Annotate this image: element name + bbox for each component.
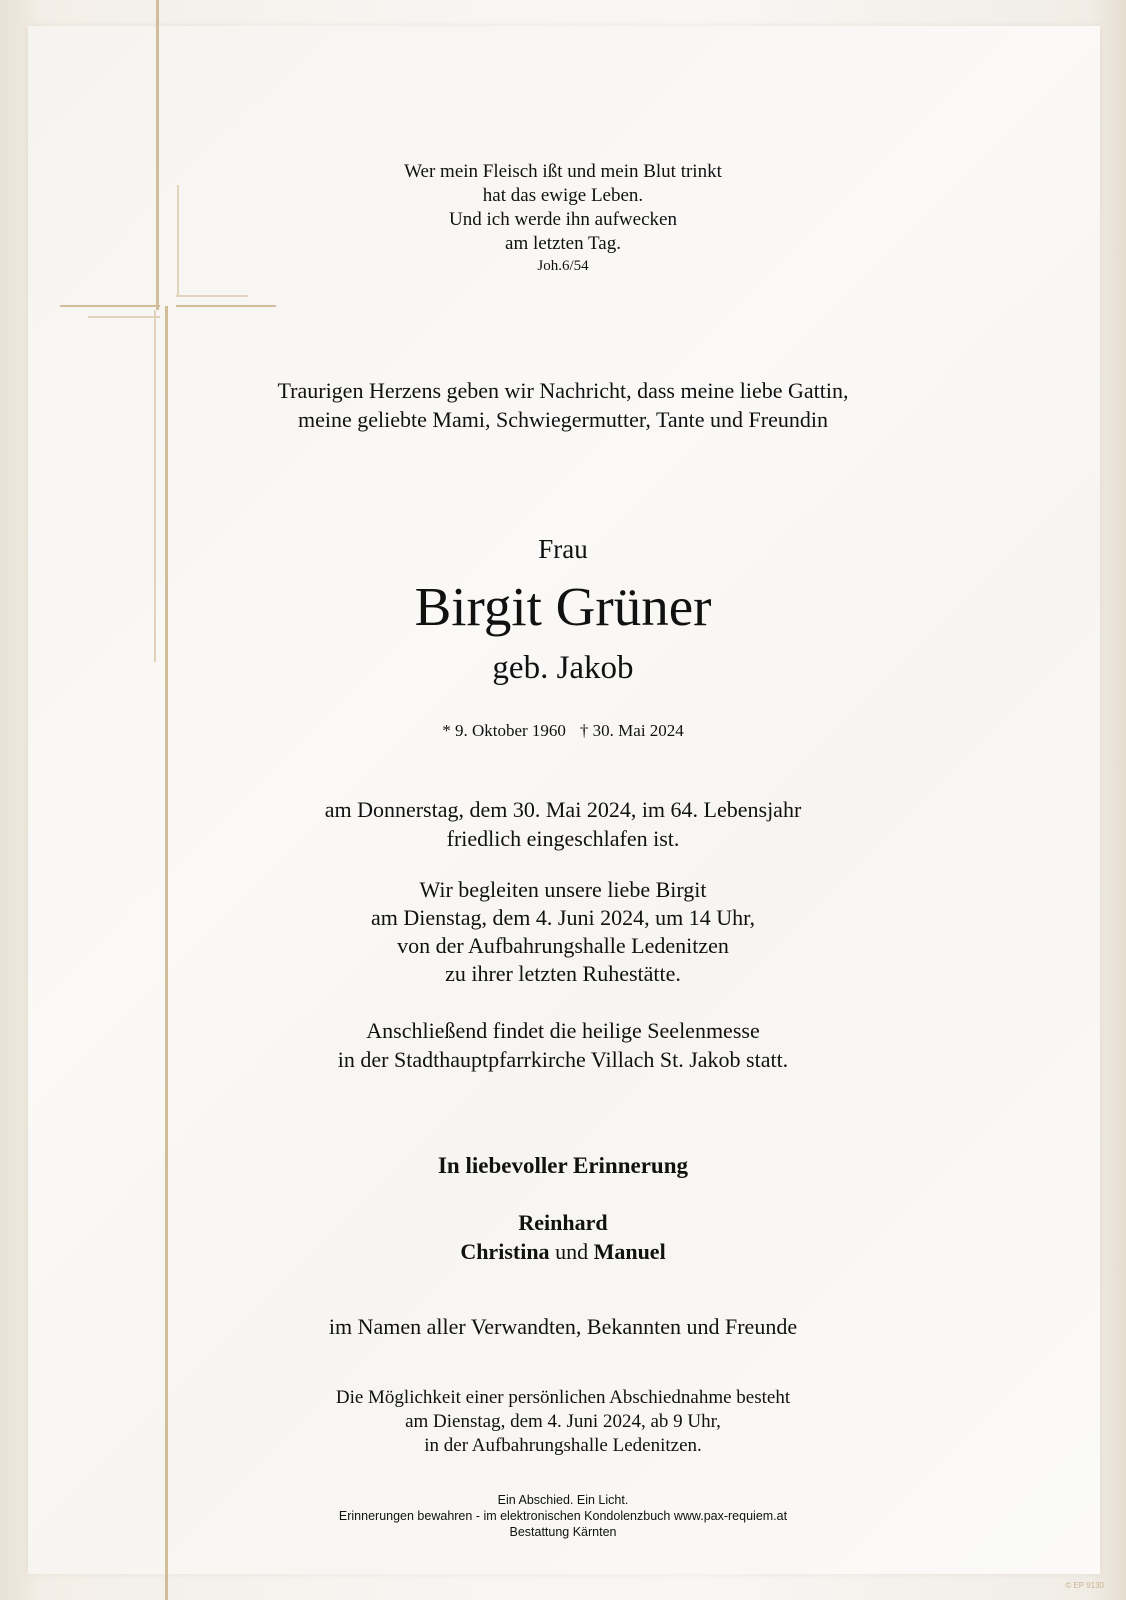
mourner-conjunction: und [555,1239,589,1264]
viewing-line: Die Möglichkeit einer persönlichen Abschiednahme besteht [335,1387,791,1408]
print-tag: © EP 9130 [1065,1581,1104,1590]
mourners-list [0,1208,1126,1266]
funeral-line: von der Aufbahrungshalle Ledenitzen [397,933,729,958]
life-dates [0,720,1126,742]
footer-line: Erinnerungen bewahren - im elektronischen Kondolenzbuch www.pax-requiem.at [338,1509,788,1523]
viewing-text [0,1386,1126,1458]
on-behalf-text: im Namen aller Verwandten, Bekannten und Freunde [328,1314,798,1339]
footer [0,1492,1126,1540]
verse-line: hat das ewige Leben. [482,185,644,206]
bible-verse [0,160,1126,276]
mourner-name: Christina [460,1239,550,1264]
mourner-name: Reinhard [518,1210,608,1235]
verse-reference: Joh.6/54 [537,258,589,274]
mourner-name: Manuel [593,1239,666,1264]
viewing-line: in der Aufbahrungshalle Ledenitzen. [424,1435,702,1456]
mass-line: Anschließend findet die heilige Seelenmesse [366,1018,760,1043]
funeral-line: am Dienstag, dem 4. Juni 2024, um 14 Uhr, [370,905,756,930]
verse-line: Wer mein Fleisch ißt und mein Blut trinkt [404,161,722,182]
verse-line: Und ich werde ihn aufwecken [449,209,677,230]
death-date: † 30. Mai 2024 [579,721,684,740]
deceased-title: Frau [538,534,588,564]
maiden-name: geb. Jakob [492,650,634,686]
memory-heading: In liebevoller Erinnerung [437,1153,689,1178]
funeral-line: zu ihrer letzten Ruhestätte. [445,961,681,986]
mass-text [0,1016,1126,1074]
footer-line: Bestattung Kärnten [509,1525,617,1539]
verse-line: am letzten Tag. [505,233,621,254]
intro-line: Traurigen Herzens geben wir Nachricht, dass meine liebe Gattin, [277,378,849,403]
deceased-name: Birgit Grüner [414,576,712,637]
footer-line: Ein Abschied. Ein Licht. [497,1493,629,1507]
intro-line: meine geliebte Mami, Schwiegermutter, Tante und Freundin [298,407,828,432]
viewing-line: am Dienstag, dem 4. Juni 2024, ab 9 Uhr, [405,1411,721,1432]
funeral-text [0,876,1126,988]
funeral-line: Wir begleiten unsere liebe Birgit [419,877,707,902]
birth-date: * 9. Oktober 1960 [442,721,566,740]
passing-line: am Donnerstag, dem 30. Mai 2024, im 64. Lebensjahr [324,797,802,822]
passing-text [0,795,1126,853]
passing-line: friedlich eingeschlafen ist. [446,826,680,851]
mass-line: in der Stadthauptpfarrkirche Villach St. Jakob statt. [337,1047,789,1072]
announcement-intro [0,376,1126,434]
